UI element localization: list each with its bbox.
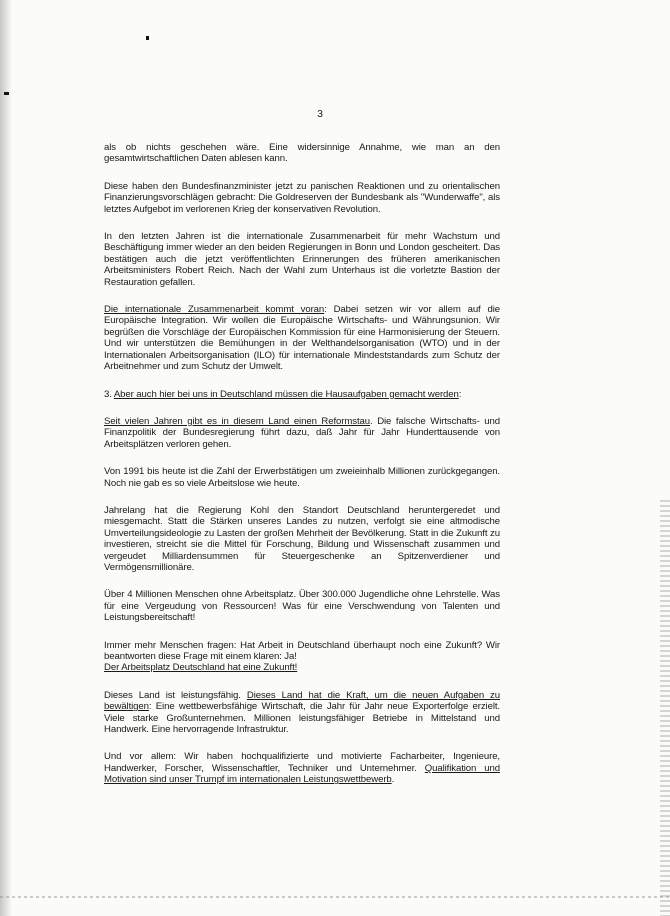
underlined-text: Der Arbeitsplatz Deutschland hat eine Zukunft!: [104, 662, 298, 674]
paragraph: [104, 389, 500, 400]
scan-mark: [146, 36, 149, 40]
scan-mark: [4, 92, 9, 95]
scan-edge-right: [660, 500, 670, 916]
paragraph-text: . Die falsche Wirtschafts- und Finanzpolitik der Bundesregierung führt dazu, daß Jahr für Jahr Hunderttausende von Arbeitsplätzen verloren gehen.: [104, 415, 500, 450]
paragraph-text: Dieses Land ist leistungsfähig.: [104, 689, 247, 701]
paragraph: [104, 142, 500, 165]
paragraph: [104, 416, 500, 450]
paragraph: [104, 181, 500, 215]
paragraph-text: :: [458, 388, 462, 400]
paragraph-text: .: [391, 774, 395, 786]
paragraph-text: Jahrelang hat die Regierung Kohl den Standort Deutschland heruntergeredet und miesgemacht. Statt die Stärken unseres Landes zu nutzen, verfolgt sie eine altmodische Umverteilungsideologie zu Lasten der großen Mehrheit der Bevölkerung. Statt in die Zukunft zu investieren, streicht sie die Mittel für Forschung, Bildung und Wissenschaft zusammen und vergeudet Milliardensummen für Steuergeschenke an Spitzenverdiener und Vermögensmillionäre.: [104, 504, 500, 573]
paragraph: [104, 690, 500, 736]
paragraph: [104, 640, 500, 674]
scan-edge-left: [0, 0, 12, 916]
page-number: 3: [317, 108, 323, 120]
paragraph-text: In den letzten Jahren ist die internationale Zusammenarbeit für mehr Wachstum und Beschäftigung immer wieder an den beiden Regierungen in Bonn und London gescheitert. Das bestätigen auch die jetzt veröffentlichten Erinnerungen des früheren amerikanischen Arbeitsministers Robert Reich. Nach der Wahl zum Unterhaus ist die vorletzte Bastion der Restauration gefallen.: [104, 231, 500, 288]
paragraph: [104, 231, 500, 288]
scan-edge-bottom: [0, 896, 670, 898]
underlined-text: Qualifikation und Motivation sind unser Trumpf im internationalen Leistungswettbewerb: [104, 762, 500, 786]
underlined-text: Aber auch hier bei uns in Deutschland müssen die Hausaufgaben gemacht werden: [113, 388, 459, 400]
paragraph-text: Von 1991 bis heute ist die Zahl der Erwerbstätigen um zweieinhalb Millionen zurückgegangen. Noch nie gab es so viele Arbeitslose wie heute.: [104, 466, 500, 489]
paragraph: [104, 589, 500, 623]
paragraph-text: Über 4 Millionen Menschen ohne Arbeitsplatz. Über 300.000 Jugendliche ohne Lehrstelle. Was für eine Vergeudung von Ressourcen! Was für eine Verschwendung von Talenten und Leistungsbereitschaft!: [104, 589, 500, 624]
paragraph-text: : Eine wettbewerbsfähige Wirtschaft, die Jahr für Jahr neue Exporterfolge erzielt. Viele starke Großunternehmen. Millionen leistungsfähiger Betriebe in Mittelstand und Handwerk. Eine hervorragende Infrastruktur.: [104, 701, 500, 736]
paragraph: [104, 751, 500, 785]
underlined-text: Die internationale Zusammenarbeit kommt voran: [104, 304, 325, 316]
paragraph-text: 3.: [104, 388, 114, 400]
paragraph-text: als ob nichts geschehen wäre. Eine widersinnige Annahme, wie man an den gesamtwirtschaftlichen Daten ablesen kann.: [104, 142, 500, 165]
paragraph: [104, 304, 500, 372]
underlined-text: Dieses Land hat die Kraft, um die neuen Aufgaben zu bewältigen: [104, 689, 500, 713]
underlined-text: Seit vielen Jahren gibt es in diesem Land einen Reformstau: [104, 415, 371, 427]
body-text: [104, 142, 500, 802]
paragraph-text: Diese haben den Bundesfinanzminister jetzt zu panischen Reaktionen und zu orientalischen Finanzierungsvorschlägen gebracht: Die Goldreserven der Bundesbank als "Wunderwaffe", als letztes Aufgebot im verlorenen Krieg der konservativen Revolution.: [104, 180, 500, 215]
paragraph-text: Und vor allem: Wir haben hochqualifizierte und motivierte Facharbeiter, Ingenieure, Handwerker, Forscher, Wissenschaftler, Techniker und Unternehmer.: [104, 751, 500, 774]
paragraph-text: : Dabei setzen wir vor allem auf die Europäische Integration. Wir wollen die Europäische Wirtschafts- und Währungsunion. Wir begrüßen die Vorschläge der Europäischen Kommission für eine Harmonisierung der Steuern. Und wir unterstützen die Bemühungen in der Welthandelsorganisation (WTO) und in der Internationalen Arbeitsorganisation (ILO) für internationale Mindeststandards zum Schutz der Arbeitnehmer und zum Schutz der Umwelt.: [104, 304, 500, 373]
paragraph: [104, 505, 500, 573]
paragraph: [104, 466, 500, 489]
paragraph-text: Immer mehr Menschen fragen: Hat Arbeit in Deutschland überhaupt noch eine Zukunft? Wir beantworten diese Frage mit einem klaren: Ja!: [104, 639, 500, 662]
